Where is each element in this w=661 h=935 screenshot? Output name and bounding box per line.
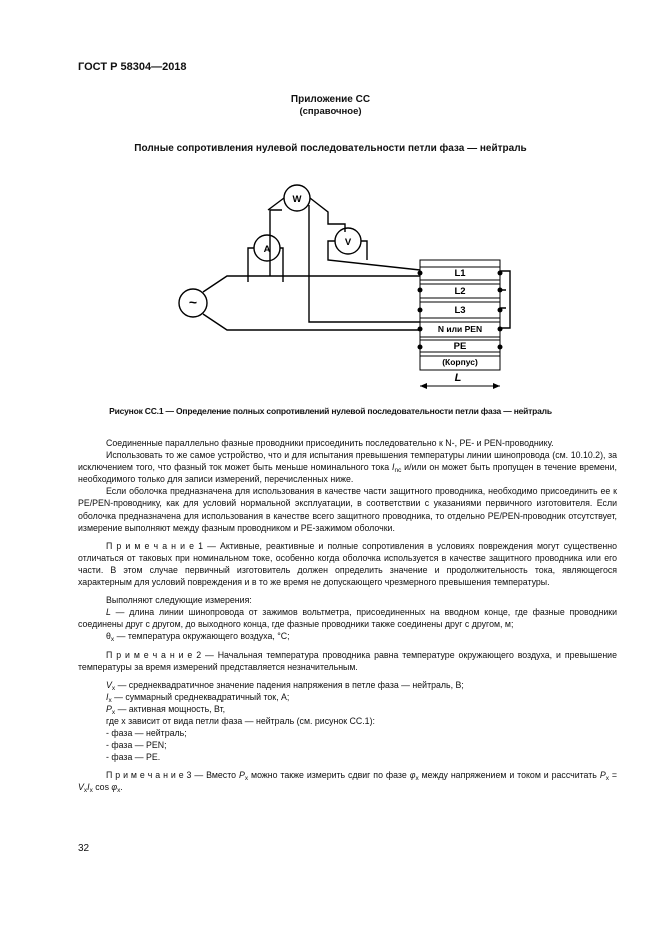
circuit-diagram	[170, 172, 520, 397]
wattmeter-label: W	[292, 194, 302, 205]
length-label: L	[454, 372, 462, 384]
definition-theta: $\theta_x$ — температура окружающего воздуха, °С;	[106, 631, 290, 644]
pe-label: PE	[453, 341, 467, 352]
section-title: Полные сопротивления нулевой последовательности петли фаза — нейтраль	[134, 143, 527, 154]
definition-x: где x зависит от вида петли фаза — нейтраль (см. рисунок СС.1):	[106, 715, 375, 726]
note-3: П р и м е ч а н и е 3 — Вместо $P_x$ можно также измерить сдвиг по фазе $\varphi_x$ между напряжением и током и рассчитать $P_x = V_xI_x$ $\cos \varphi_x$.	[78, 770, 618, 795]
note-2: П р и м е ч а н и е 2 — Начальная температура проводника равна температуре окружающего воздуха, и превышение температуры за время измерений представляется незначительным.	[78, 649, 617, 672]
definition-P: $P_x$ — активная мощность, Вт,	[106, 703, 226, 716]
appendix-title: Приложение СС	[290, 94, 371, 105]
document-header: ГОСТ Р 58304—2018	[78, 61, 187, 73]
paragraph-4: Выполняют следующие измерения:	[106, 595, 252, 606]
ammeter-label: A	[263, 244, 271, 255]
case-label: (Корпус)	[442, 357, 478, 367]
definition-I: $I_x$ — суммарный среднеквадратичный ток, А;	[106, 691, 290, 704]
npen-label: N или PEN	[437, 324, 483, 334]
appendix-note: (справочное)	[299, 106, 362, 117]
definition-V: $V_x$ — среднеквадратичное значение падения напряжения в петле фаза — нейтраль, В;	[106, 679, 464, 692]
source-label: ~	[188, 294, 198, 310]
paragraph-2: Использовать то же самое устройство, что и для испытания превышения температуры линии шинопровода (см. 10.10.2), за исключением того, что фазный ток может быть меньше номинального тока $I_{nc}$ и/или он может быть пропущен в течение времени, необходимого только для записи измерений, перечисленных ниже.	[78, 450, 617, 485]
figure-caption: Рисунок СС.1 — Определение полных сопротивлений нулевой последовательности петли фаза — нейтраль	[109, 406, 552, 416]
list-item: - фаза — PEN;	[106, 740, 167, 751]
body-text	[78, 437, 617, 794]
voltmeter-label: V	[344, 237, 352, 248]
page-number: 32	[78, 843, 90, 854]
l2-label: L2	[454, 286, 466, 297]
paragraph-1: Соединенные параллельно фазные проводники присоединить последовательно к N-, PE- и PEN-проводнику.	[106, 438, 554, 448]
list-item: - фаза — PE.	[106, 752, 161, 763]
l3-label: L3	[454, 305, 466, 316]
note-1: П р и м е ч а н и е 1 — Активные, реактивные и полные сопротивления в условиях повреждения могут существенно отличаться от таковых при номинальном токе, особенно когда оболочка используется в качестве защитного проводника или его части. В этом случае первичный изготовитель должен определить значение и продолжительность тока, являющегося характерным для условий повреждения и в то же время не допускающего чрезмерного превышения температуры.	[78, 540, 617, 588]
paragraph-3: Если оболочка предназначена для использования в качестве части защитного проводника, необходимо присоединить ее к PE/PEN-проводнику, как для условий нормальной эксплуатации, в соответствии с указаниями первичного изготовителя. Если оболочка предназначена для использования в качестве всего защитного проводника, то отдельно PE/PEN-проводник отсутствует, измерение выполняют между фазным проводником и PE-зажимом оболочки.	[78, 486, 617, 533]
list-item: - фаза — нейтраль;	[106, 728, 187, 739]
l1-label: L1	[454, 268, 466, 279]
definition-L: L — длина линии шинопровода от зажимов вольтметра, присоединенных на вводном конце, где фазные проводники соединены друг с другом, до выходного конца, где фазные проводники также соединены друг с другом, м;	[78, 607, 617, 630]
